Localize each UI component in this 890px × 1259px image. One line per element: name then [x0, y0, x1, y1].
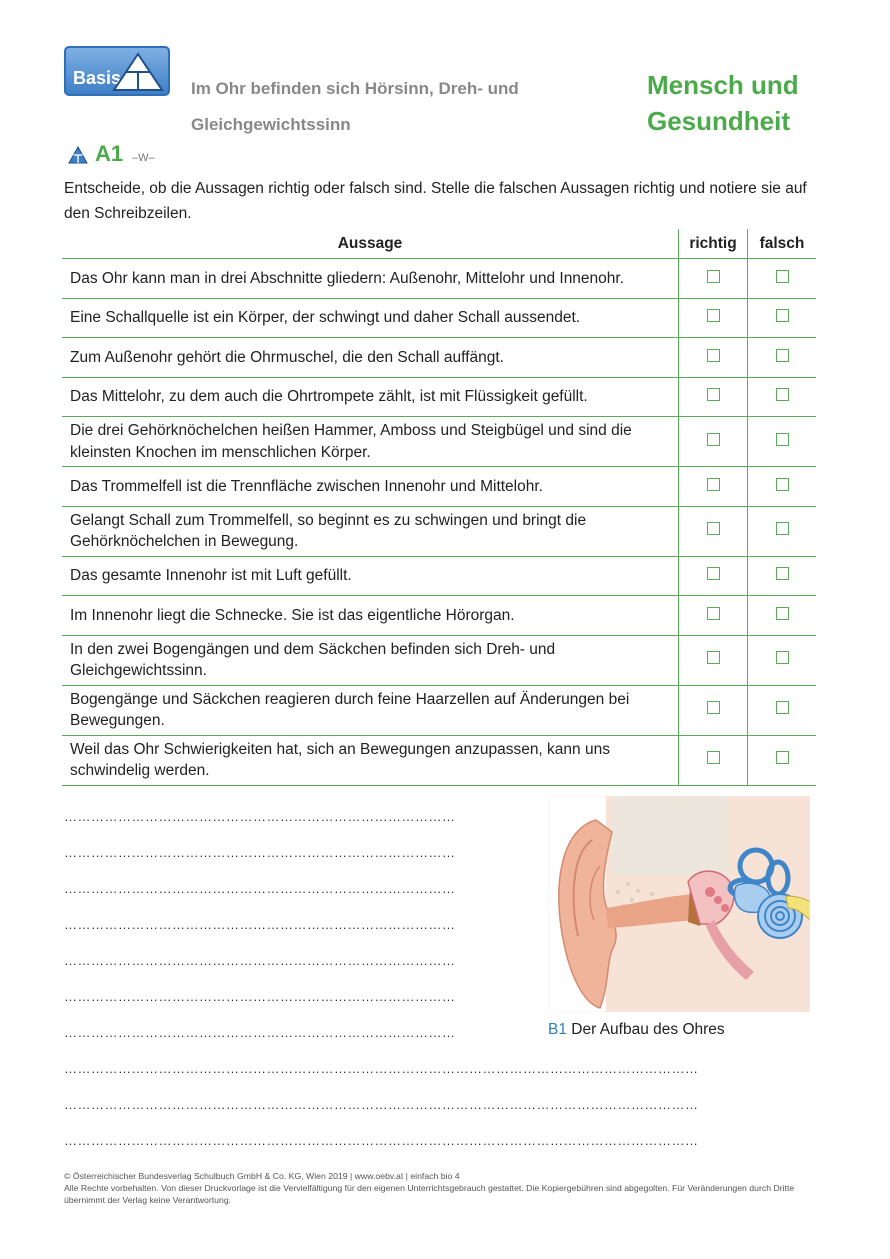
- pyramid-icon: [112, 52, 164, 92]
- statement-text: Das gesamte Innenohr ist mit Luft gefüllt.: [62, 556, 679, 596]
- checkbox-wrong[interactable]: [776, 349, 789, 362]
- figure-caption: [548, 1021, 725, 1039]
- writing-line[interactable]: ……………………………………………………………………………………………………………………………: [64, 1133, 699, 1148]
- checkbox-wrong[interactable]: [776, 478, 789, 491]
- table-row: [62, 635, 816, 685]
- table-row: [62, 596, 816, 636]
- figure-caption-text: Der Aufbau des Ohres: [571, 1021, 725, 1038]
- task-instruction: Entscheide, ob die Aussagen richtig oder falsch sind. Stelle die falschen Aussagen richtig und notiere sie auf den Schreibzeilen.: [64, 180, 807, 222]
- writing-line[interactable]: ……………………………………………………………………………: [64, 953, 456, 968]
- checkbox-wrong[interactable]: [776, 751, 789, 764]
- checkbox-wrong[interactable]: [776, 607, 789, 620]
- table-row: [62, 685, 816, 735]
- table-row: [62, 377, 816, 417]
- figure-number: B1: [548, 1021, 567, 1038]
- statement-text: Gelangt Schall zum Trommelfell, so beginnt es zu schwingen und bringt die Gehörknöchelchen in Bewegung.: [62, 506, 679, 556]
- writing-line[interactable]: ……………………………………………………………………………: [64, 989, 456, 1004]
- statement-text: Im Innenohr liegt die Schnecke. Sie ist das eigentliche Hörorgan.: [62, 596, 679, 636]
- statement-text: Die drei Gehörknöchelchen heißen Hammer, Amboss und Steigbügel und sind die kleinsten Knochen im menschlichen Körper.: [62, 417, 679, 467]
- writing-line[interactable]: ……………………………………………………………………………………………………………………………: [64, 1061, 699, 1076]
- writing-line[interactable]: ……………………………………………………………………………: [64, 917, 456, 932]
- checkbox-correct[interactable]: [707, 607, 720, 620]
- checkbox-correct[interactable]: [707, 651, 720, 664]
- checkbox-wrong[interactable]: [776, 701, 789, 714]
- footer-line2: Alle Rechte vorbehalten. Von dieser Druckvorlage ist die Vervielfältigung für den eigenen Unterrichtsgebrauch gestattet. Die Kopiergebühren sind abgegolten. Für Veränderungen durch Dritte übernimmt der Verlag keine Verantwortung.: [64, 1183, 795, 1205]
- writing-line[interactable]: ……………………………………………………………………………………………………………………………: [64, 1097, 699, 1112]
- badge-label: Basis: [73, 68, 122, 88]
- checkbox-correct[interactable]: [707, 701, 720, 714]
- pyramid-small-icon: [68, 146, 88, 164]
- task-level: –W–: [132, 152, 155, 164]
- table-row: [62, 506, 816, 556]
- statement-text: Bogengänge und Säckchen reagieren durch feine Haarzellen auf Änderungen bei Bewegungen.: [62, 685, 679, 735]
- category-title-line2: Gesundheit: [647, 106, 791, 136]
- header-statement: Aussage: [62, 229, 679, 259]
- checkbox-correct[interactable]: [707, 309, 720, 322]
- writing-line[interactable]: ……………………………………………………………………………: [64, 881, 456, 896]
- header-correct: richtig: [679, 229, 748, 259]
- checkbox-correct[interactable]: [707, 478, 720, 491]
- checkbox-wrong[interactable]: [776, 388, 789, 401]
- table-row: [62, 467, 816, 507]
- checkbox-correct[interactable]: [707, 433, 720, 446]
- writing-line[interactable]: ……………………………………………………………………………: [64, 845, 456, 860]
- footer-line1: © Österreichischer Bundesverlag Schulbuch GmbH & Co. KG, Wien 2019 | www.oebv.at | einfach bio 4: [64, 1171, 460, 1181]
- checkbox-wrong[interactable]: [776, 433, 789, 446]
- statement-text: Das Trommelfell ist die Trennfläche zwischen Innenohr und Mittelohr.: [62, 467, 679, 507]
- statement-text: Weil das Ohr Schwierigkeiten hat, sich an Bewegungen anzupassen, kann uns schwindelig werden.: [62, 735, 679, 785]
- table-row: [62, 735, 816, 785]
- worksheet-title-line2: Gleichgewichtssinn: [191, 115, 351, 134]
- copyright-footer: [64, 1170, 804, 1206]
- statements-table: [62, 229, 816, 786]
- task-label: A1: [95, 141, 124, 166]
- level-badge: [64, 46, 170, 96]
- checkbox-wrong[interactable]: [776, 651, 789, 664]
- table-row: [62, 259, 816, 299]
- checkbox-correct[interactable]: [707, 522, 720, 535]
- worksheet-title-line1: Im Ohr befinden sich Hörsinn, Dreh- und: [191, 79, 519, 98]
- checkbox-correct[interactable]: [707, 567, 720, 580]
- checkbox-wrong[interactable]: [776, 567, 789, 580]
- statement-text: Zum Außenohr gehört die Ohrmuschel, die den Schall auffängt.: [62, 338, 679, 378]
- table-row: [62, 417, 816, 467]
- checkbox-correct[interactable]: [707, 270, 720, 283]
- table-row: [62, 298, 816, 338]
- checkbox-wrong[interactable]: [776, 522, 789, 535]
- table-row: [62, 556, 816, 596]
- statement-text: Das Mittelohr, zu dem auch die Ohrtrompete zählt, ist mit Flüssigkeit gefüllt.: [62, 377, 679, 417]
- checkbox-wrong[interactable]: [776, 270, 789, 283]
- table-row: [62, 338, 816, 378]
- writing-line[interactable]: ……………………………………………………………………………: [64, 1025, 456, 1040]
- checkbox-correct[interactable]: [707, 388, 720, 401]
- statement-text: In den zwei Bogengängen und dem Säckchen befinden sich Dreh- und Gleichgewichtssinn.: [62, 635, 679, 685]
- ear-anatomy-illustration: [548, 796, 810, 1012]
- statement-text: Das Ohr kann man in drei Abschnitte gliedern: Außenohr, Mittelohr und Innenohr.: [62, 259, 679, 299]
- statement-text: Eine Schallquelle ist ein Körper, der schwingt und daher Schall aussendet.: [62, 298, 679, 338]
- checkbox-correct[interactable]: [707, 751, 720, 764]
- header-wrong: falsch: [748, 229, 817, 259]
- category-title-line1: Mensch und: [647, 70, 799, 100]
- table-header-row: [62, 229, 816, 259]
- writing-line[interactable]: ……………………………………………………………………………: [64, 809, 456, 824]
- checkbox-correct[interactable]: [707, 349, 720, 362]
- checkbox-wrong[interactable]: [776, 309, 789, 322]
